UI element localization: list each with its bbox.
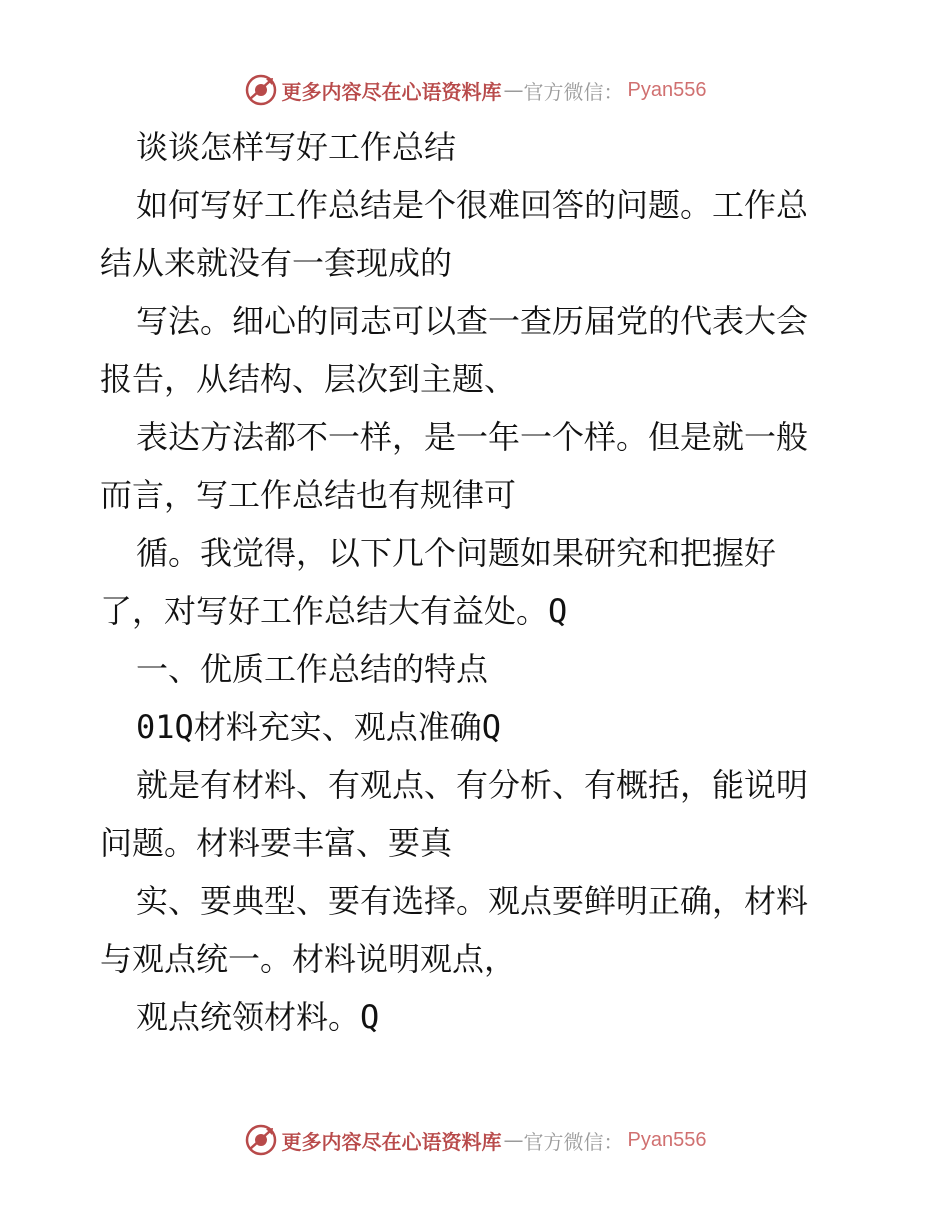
banner-wechat-label: 官方微信： — [523, 1129, 624, 1154]
text-line: 而言，写工作总结也有规律可 — [100, 476, 517, 514]
banner-wechat-id: Pyan556 — [627, 1128, 707, 1151]
text-line: 表达方法都不一样，是一年一个样。但是就一般 — [136, 418, 809, 456]
text-line: 了，对写好工作总结大有益处。Q — [100, 592, 568, 630]
document-body — [100, 118, 855, 1046]
text-line: 实、要典型、要有选择。观点要鲜明正确，材料 — [136, 882, 809, 920]
subsection-heading: 01Q材料充实、观点准确Q — [136, 708, 502, 746]
text-line: 循。我觉得，以下几个问题如果研究和把握好 — [136, 534, 777, 572]
header-banner — [0, 70, 950, 110]
text-line: 如何写好工作总结是个很难回答的问题。工作总 — [136, 186, 809, 224]
text-line: 问题。材料要丰富、要真 — [100, 824, 453, 862]
text-line: 结从来就没有一套现成的 — [100, 244, 453, 282]
text-line: 就是有材料、有观点、有分析、有概括，能说明 — [136, 766, 809, 804]
text-line: 报告，从结构、层次到主题、 — [100, 360, 517, 398]
document-title: 谈谈怎样写好工作总结 — [136, 128, 457, 166]
banner-dash: — — [503, 78, 524, 102]
text-line: 写法。细心的同志可以查一查历届党的代表大会 — [136, 302, 809, 340]
text-line: 观点统领材料。Q — [136, 998, 380, 1036]
section-heading: 一、优质工作总结的特点 — [136, 650, 489, 688]
text-line: 与观点统一。材料说明观点， — [100, 940, 517, 978]
banner-wechat-id: Pyan556 — [627, 78, 707, 101]
banner-slogan: 更多内容尽在心语资料库 — [281, 1129, 502, 1154]
brand-logo-icon — [244, 1123, 278, 1157]
banner-slogan: 更多内容尽在心语资料库 — [281, 79, 502, 104]
banner-wechat-label: 官方微信： — [523, 79, 624, 104]
brand-logo-icon — [244, 73, 278, 107]
footer-banner — [0, 1120, 950, 1160]
banner-dash: — — [503, 1128, 524, 1152]
